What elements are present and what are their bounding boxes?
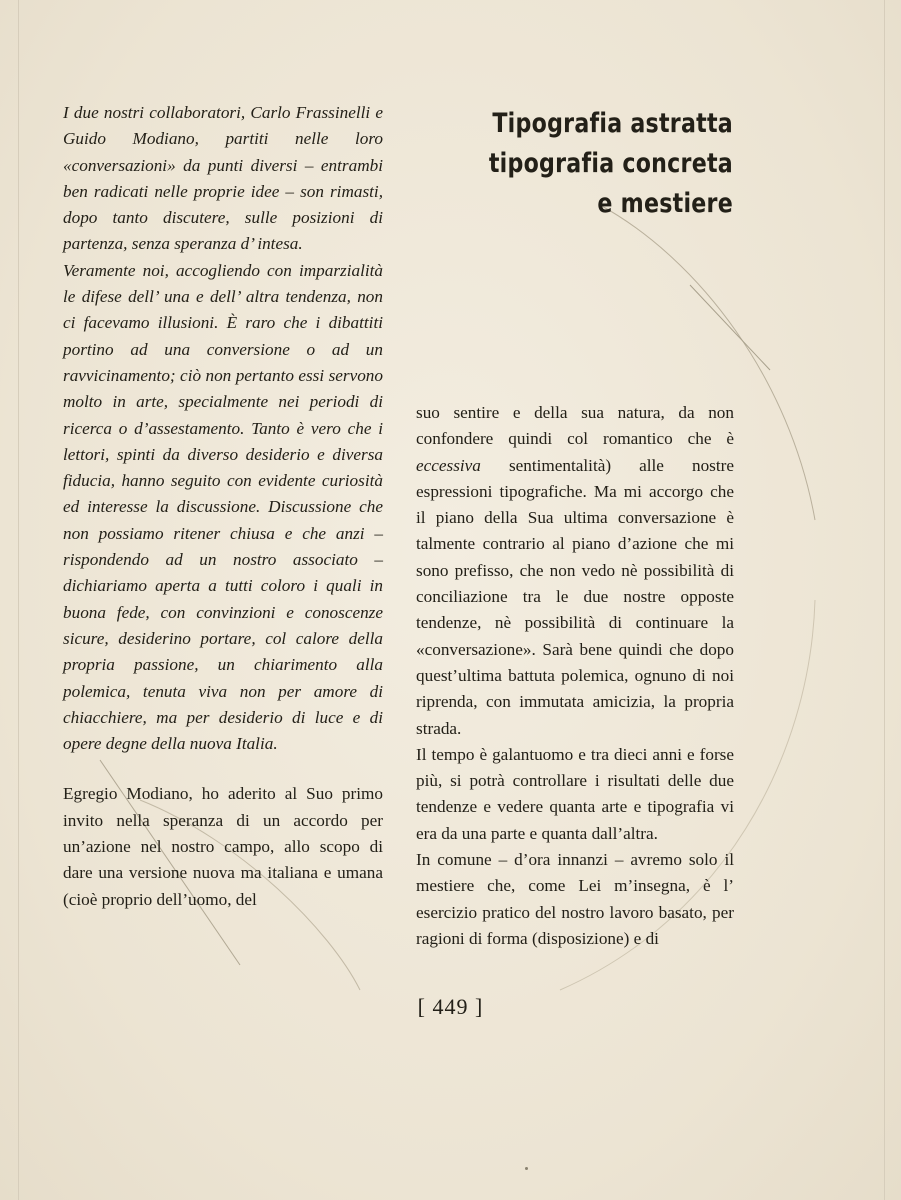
letter-paragraph-2: [416, 400, 734, 742]
page-edge-right: [884, 0, 885, 1200]
title-line-1: Tipografia astratta: [492, 108, 733, 139]
intro-paragraph-2: Veramente noi, accogliendo con imparzialità le difese dell’ una e dell’ altra tendenza, non ci facevamo illusioni. È raro che i dibattiti portino ad una conversione o ad un ravvicinamento; ciò non pertanto essi servono molto in arte, specialmente nei periodi di ricerca o d’assestamento. Tanto è vero che i lettori, spinti da diverso desiderio e diversa fiducia, hanno seguito con evidente curiosità ed interesse la discussione. Discussione che non possiamo ritener chiusa e che anzi – rispondendo ad un nostro associato – dichiariamo aperta a tutti coloro i quali in buona fede, con convinzioni e conoscenze sicure, desiderino portare, col calore della propria passione, un chiarimento alla polemica, tenuta viva non per amore di chiacchiere, ma per desiderio di luce e di opere degne della nuova Italia.: [63, 260, 383, 754]
article-title: [471, 104, 733, 224]
letter-p2-text-b: sentimentalità) alle nostre espressioni tipografiche. Ma mi accorgo che il piano della Sua ultima conversazione è talmente contrario al piano d’azione che mi sono prefisso, che non vedo nè possibilità di conciliazione tra le due nostre opposte tendenze, nè possibilità di continuare la «conversazione». Sarà bene quindi che dopo quest’ultima battuta polemica, ognuno di noi riprenda, con immutata amicizia, la propria strada.: [416, 455, 734, 738]
letter-paragraph-3: Il tempo è galantuomo e tra dieci anni e forse più, si potrà controllare i risultati delle due tendenze e vedere quanta arte e tipografia vi era da una parte e quanta dall’altra.: [416, 744, 734, 843]
paper-speck: [525, 1167, 528, 1170]
right-column: [416, 400, 734, 952]
title-line-3: e mestiere: [597, 188, 733, 219]
letter-p2-emphasis: eccessiva: [416, 455, 481, 475]
left-column: [63, 100, 383, 913]
letter-paragraph-1: Egregio Modiano, ho aderito al Suo primo invito nella speranza di un accordo per un’azione nel nostro campo, allo scopo di dare una versione nuova ma italiana e umana (cioè proprio dell’uomo, del: [63, 784, 383, 909]
letter-p2-text-a: suo sentire e della sua natura, da non confondere quindi col romantico che è: [416, 403, 734, 449]
letter-paragraph-4: In comune – d’ora innanzi – avremo solo il mestiere che, come Lei m’insegna, è l’ esercizio pratico del nostro lavoro basato, per ragioni di forma (disposizione) e di: [416, 850, 734, 948]
page-edge-left: [18, 0, 19, 1200]
page-number: [ 449 ]: [417, 994, 484, 1019]
title-line-2: tipografia concreta: [488, 148, 733, 179]
intro-paragraph-1: I due nostri collaboratori, Carlo Frassinelli e Guido Modiano, partiti nelle loro «conversazioni» da punti diversi – entrambi ben radicati nelle proprie idee – son rimasti, dopo tanto discutere, sulle posizioni di partenza, senza speranza d’ intesa.: [63, 103, 383, 254]
